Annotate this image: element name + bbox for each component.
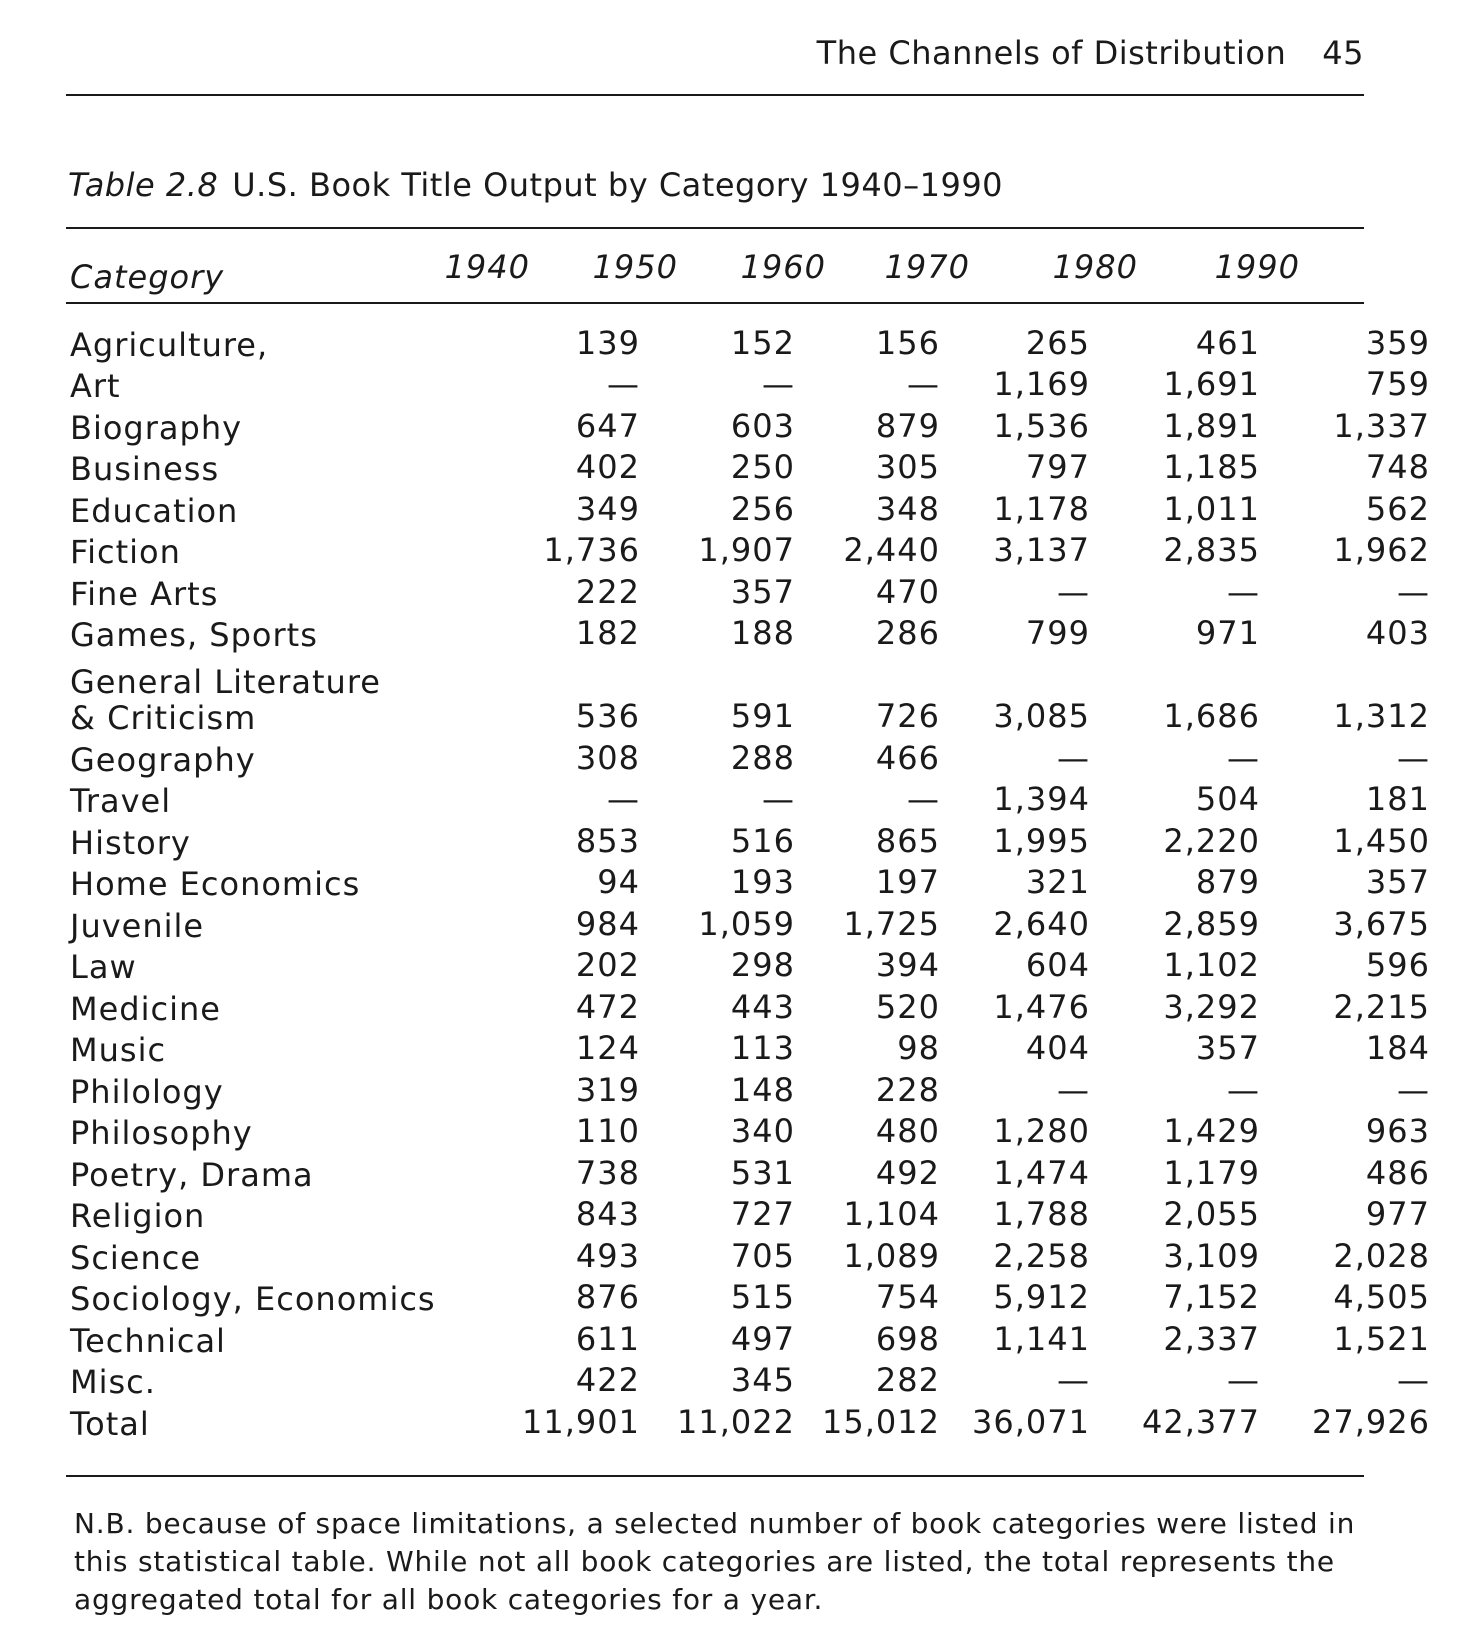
footnote: N.B. because of space limitations, a selected number of book categories were listed in this statistical table. While not all book categories are listed, the total represents the aggregated total for all book categories for a year. [74,1507,1356,1616]
value-cell-1940: 853 [575,821,640,860]
value-cell-1960: 466 [875,738,940,777]
value-cell-1990: 1,312 [1333,697,1430,735]
value-cell-1980: 42,377 [1142,1402,1260,1441]
value-cell-1960: 470 [875,572,940,611]
value-cell-1990: 4,505 [1333,1278,1430,1316]
value-cell-1990: 27,926 [1312,1402,1430,1441]
table-row [70,406,1430,451]
table-bottom-rule [66,1475,1364,1477]
category-label: Education [70,491,239,530]
value-cell-1940: 139 [575,323,640,362]
value-cell-1950: 11,022 [677,1402,795,1441]
category-label: Fine Arts [70,574,219,613]
table-row [70,904,1430,949]
value-cell-1960: 1,104 [843,1195,940,1233]
column-header-rule [66,302,1364,304]
value-cell-1960: 305 [875,448,940,486]
value-cell-1980: 1,179 [1163,1153,1260,1192]
value-cell-1940: 349 [575,489,640,528]
category-label: Poetry, Drama [70,1155,314,1194]
value-cell-1990: 759 [1365,365,1430,403]
value-cell-1940: 319 [575,1070,640,1109]
value-cell-1970: 2,258 [993,1236,1090,1275]
category-label: Travel [70,782,172,820]
value-cell-1950: 113 [730,1029,795,1067]
value-cell-1940: 124 [575,1029,640,1067]
running-head [817,34,1364,72]
value-cell-1960: — [907,780,940,818]
value-cell-1940: 94 [597,863,640,901]
value-cell-1970: 3,137 [993,531,1090,569]
value-cell-1950: 515 [730,1278,795,1316]
value-cell-1940: 422 [575,1361,640,1399]
value-cell-1980: 971 [1195,614,1260,652]
table-row [70,531,1430,576]
value-cell-1990: 2,028 [1333,1236,1430,1275]
value-cell-1970: — [1057,1070,1090,1109]
value-cell-1950: 443 [730,987,795,1026]
caption-rule [66,227,1364,229]
value-cell-1980: 357 [1195,1029,1260,1067]
category-label: Law [70,948,137,986]
category-label: Art [70,367,121,405]
value-cell-1980: 1,429 [1163,1112,1260,1150]
category-label: Philology [70,1072,224,1111]
table-row [70,863,1430,908]
value-cell-1940: 202 [575,946,640,984]
value-cell-1960: 480 [875,1112,940,1150]
value-cell-1990: 977 [1365,1195,1430,1233]
category-label: Juvenile [70,906,205,945]
table-row [70,987,1430,1032]
value-cell-1940: 110 [575,1112,640,1150]
value-cell-1970: 1,394 [993,780,1090,818]
value-cell-1960: 520 [875,987,940,1026]
value-cell-1990: 1,450 [1333,821,1430,860]
value-cell-1950: 288 [730,738,795,777]
value-cell-1950: 705 [730,1236,795,1275]
value-cell-1970: 1,536 [993,406,1090,445]
value-cell-1940: 308 [575,738,640,777]
value-cell-1990: — [1397,572,1430,611]
table-row [70,448,1430,493]
value-cell-1990: 486 [1365,1153,1430,1192]
value-cell-1990: 181 [1365,780,1430,818]
value-cell-1960: 282 [875,1361,940,1399]
value-cell-1980: 2,055 [1163,1195,1260,1233]
value-cell-1970: 265 [1025,323,1090,362]
table-row [70,821,1430,866]
value-cell-1960: 1,725 [843,904,940,943]
value-cell-1980: — [1227,1361,1260,1399]
category-label: Biography [70,408,243,447]
table-row [70,1029,1430,1074]
value-cell-1970: 1,169 [993,365,1090,403]
category-label-continued: & Criticism [70,699,257,737]
value-cell-1940: 493 [575,1236,640,1275]
value-cell-1950: 497 [730,1319,795,1358]
category-label: Technical [70,1321,226,1360]
value-cell-1990: 596 [1365,946,1430,984]
value-cell-1970: 1,476 [993,987,1090,1026]
category-label: Home Economics [70,865,361,903]
value-cell-1940: 11,901 [522,1402,640,1441]
category-label: General Literature [70,663,381,701]
value-cell-1990: 1,962 [1333,531,1430,569]
table-label: Table 2.8 [68,166,219,204]
value-cell-1940: 472 [575,987,640,1026]
table-row [70,1112,1430,1157]
value-cell-1980: 461 [1195,323,1260,362]
column-header-category: Category [70,258,225,296]
value-cell-1940: 222 [575,572,640,611]
value-cell-1960: 698 [875,1319,940,1358]
page-number: 45 [1322,34,1364,72]
category-label: Business [70,450,220,488]
table-row [70,946,1430,991]
value-cell-1940: 536 [575,697,640,735]
value-cell-1970: — [1057,738,1090,777]
column-header-1990: 1990 [1214,248,1300,286]
category-label: Total [70,1404,150,1443]
value-cell-1960: 754 [875,1278,940,1316]
value-cell-1970: 3,085 [993,697,1090,735]
value-cell-1940: 182 [575,614,640,652]
value-cell-1990: 2,215 [1333,987,1430,1026]
value-cell-1970: 1,474 [993,1153,1090,1192]
column-header-1980: 1980 [1052,248,1138,286]
value-cell-1950: 148 [730,1070,795,1109]
value-cell-1960: 348 [875,489,940,528]
table-row [70,1236,1430,1281]
table-row [70,1278,1430,1323]
value-cell-1970: 1,178 [993,489,1090,528]
value-cell-1950: 193 [730,863,795,901]
table-caption [68,166,1003,204]
value-cell-1970: 1,995 [993,821,1090,860]
value-cell-1940: 1,736 [543,531,640,569]
category-label: Geography [70,740,256,779]
value-cell-1950: 1,059 [698,904,795,943]
value-cell-1960: 228 [875,1070,940,1109]
value-cell-1950: 250 [730,448,795,486]
value-cell-1960: 197 [875,863,940,901]
value-cell-1990: 562 [1365,489,1430,528]
value-cell-1950: — [762,365,795,403]
table-row [70,1070,1430,1115]
running-head-rule [66,94,1364,96]
value-cell-1970: 321 [1025,863,1090,901]
value-cell-1950: 188 [730,614,795,652]
value-cell-1970: 1,788 [993,1195,1090,1233]
table-row [70,780,1430,825]
table-row [70,614,1430,659]
category-label: Medicine [70,989,221,1028]
value-cell-1970: 36,071 [972,1402,1090,1441]
value-cell-1950: 256 [730,489,795,528]
value-cell-1980: 1,891 [1163,406,1260,445]
value-cell-1980: 504 [1195,780,1260,818]
value-cell-1960: 156 [875,323,940,362]
value-cell-1980: — [1227,1070,1260,1109]
column-header-1960: 1960 [740,248,826,286]
value-cell-1950: 340 [730,1112,795,1150]
value-cell-1990: 357 [1365,863,1430,901]
value-cell-1970: 2,640 [993,904,1090,943]
value-cell-1970: 604 [1025,946,1090,984]
value-cell-1940: 843 [575,1195,640,1233]
value-cell-1970: 1,280 [993,1112,1090,1150]
category-label: Agriculture, [70,325,269,364]
value-cell-1980: 1,102 [1163,946,1260,984]
value-cell-1990: 3,675 [1333,904,1430,943]
running-head-title: The Channels of Distribution [816,34,1287,72]
value-cell-1990: — [1397,738,1430,777]
category-label: Science [70,1238,202,1277]
value-cell-1940: 611 [575,1319,640,1358]
value-cell-1990: 1,521 [1333,1319,1430,1358]
value-cell-1950: 603 [730,406,795,445]
value-cell-1980: 2,859 [1163,904,1260,943]
category-label: Fiction [70,533,181,571]
value-cell-1960: — [907,365,940,403]
value-cell-1970: 799 [1025,614,1090,652]
value-cell-1950: — [762,780,795,818]
value-cell-1950: 1,907 [698,531,795,569]
category-label: Misc. [70,1363,156,1401]
value-cell-1980: 879 [1195,863,1260,901]
value-cell-1990: 359 [1365,323,1430,362]
table-row [70,323,1430,368]
data-table [70,323,1430,1447]
value-cell-1980: — [1227,738,1260,777]
value-cell-1980: 1,686 [1163,697,1260,735]
value-cell-1990: 748 [1365,448,1430,486]
value-cell-1950: 591 [730,697,795,735]
value-cell-1950: 357 [730,572,795,611]
value-cell-1970: 1,141 [993,1319,1090,1358]
table-row [70,1361,1430,1406]
value-cell-1960: 15,012 [822,1402,940,1441]
value-cell-1990: 963 [1365,1112,1430,1150]
value-cell-1980: 1,185 [1163,448,1260,486]
value-cell-1980: 2,337 [1163,1319,1260,1358]
value-cell-1950: 298 [730,946,795,984]
column-header-1950: 1950 [592,248,678,286]
value-cell-1960: 726 [875,697,940,735]
value-cell-1970: — [1057,572,1090,611]
category-label: Philosophy [70,1114,253,1152]
value-cell-1980: 2,835 [1163,531,1260,569]
value-cell-1960: 492 [875,1153,940,1192]
total-row [70,1402,1430,1447]
value-cell-1980: 1,691 [1163,365,1260,403]
table-row [70,572,1430,617]
value-cell-1960: 1,089 [843,1236,940,1275]
table-row [70,658,1430,741]
table-row [70,738,1430,783]
value-cell-1980: — [1227,572,1260,611]
value-cell-1980: 1,011 [1163,489,1260,528]
value-cell-1940: — [607,365,640,403]
value-cell-1960: 865 [875,821,940,860]
column-header-1940: 1940 [444,248,530,286]
value-cell-1940: 647 [575,406,640,445]
value-cell-1990: — [1397,1070,1430,1109]
category-label: Religion [70,1197,206,1235]
value-cell-1950: 727 [730,1195,795,1233]
table-title: U.S. Book Title Output by Category 1940–1990 [232,166,1004,204]
value-cell-1980: 7,152 [1163,1278,1260,1316]
value-cell-1990: — [1397,1361,1430,1399]
value-cell-1950: 152 [730,323,795,362]
value-cell-1940: 876 [575,1278,640,1316]
category-label: Sociology, Economics [70,1280,436,1318]
value-cell-1960: 394 [875,946,940,984]
value-cell-1960: 879 [875,406,940,445]
value-cell-1990: 403 [1365,614,1430,652]
value-cell-1940: — [607,780,640,818]
value-cell-1970: 404 [1025,1029,1090,1067]
value-cell-1990: 184 [1365,1029,1430,1067]
table-row [70,1195,1430,1240]
category-label: History [70,823,191,862]
value-cell-1960: 2,440 [843,531,940,569]
table-row [70,1153,1430,1198]
category-label: Games, Sports [70,616,318,654]
value-cell-1940: 402 [575,448,640,486]
value-cell-1970: 5,912 [993,1278,1090,1316]
table-row [70,1319,1430,1364]
value-cell-1990: 1,337 [1333,406,1430,445]
value-cell-1950: 516 [730,821,795,860]
table-row [70,489,1430,534]
value-cell-1980: 3,109 [1163,1236,1260,1275]
value-cell-1940: 738 [575,1153,640,1192]
value-cell-1960: 98 [897,1029,940,1067]
value-cell-1960: 286 [875,614,940,652]
value-cell-1950: 345 [730,1361,795,1399]
category-label: Music [70,1031,167,1069]
value-cell-1970: 797 [1025,448,1090,486]
value-cell-1970: — [1057,1361,1090,1399]
value-cell-1980: 3,292 [1163,987,1260,1026]
column-header-1970: 1970 [884,248,970,286]
value-cell-1940: 984 [575,904,640,943]
value-cell-1980: 2,220 [1163,821,1260,860]
value-cell-1950: 531 [730,1153,795,1192]
table-row [70,365,1430,410]
